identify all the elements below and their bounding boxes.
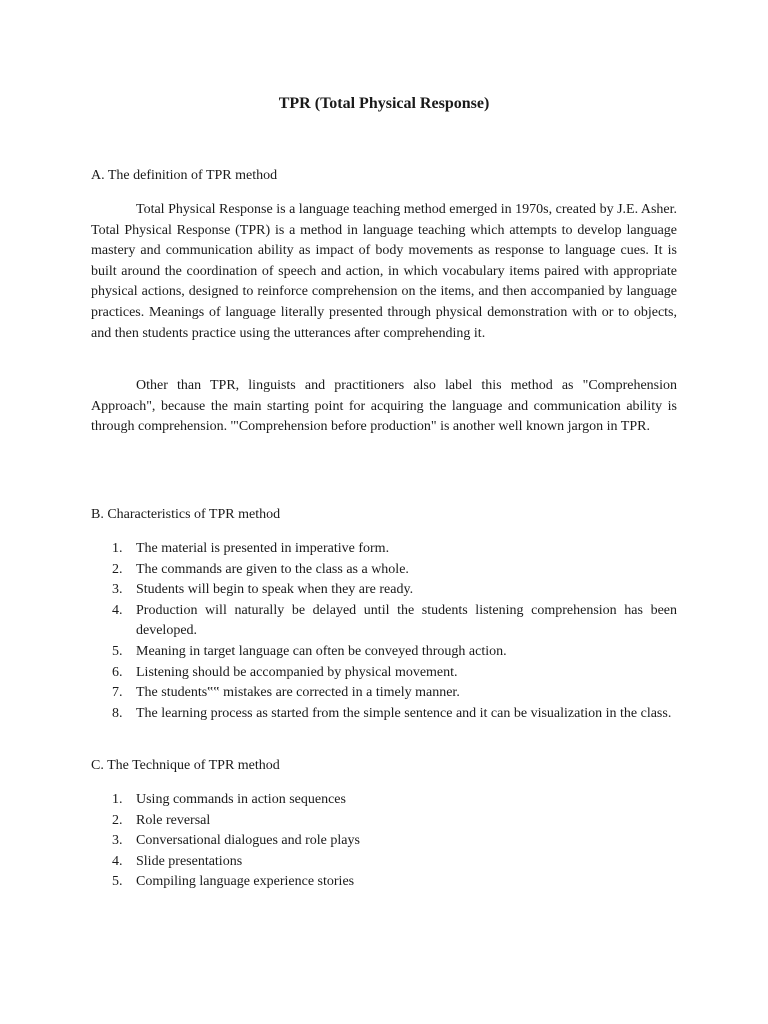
list-item <box>91 560 677 581</box>
list-item <box>91 539 677 560</box>
list-item-text: The commands are given to the class as a whole. <box>136 561 409 577</box>
list-item <box>91 852 677 873</box>
list-item-text: Using commands in action sequences <box>136 792 346 807</box>
section-b-heading: B. Characteristics of TPR method <box>91 507 281 522</box>
list-item-number: 3. <box>112 833 123 849</box>
list-item-text: Conversational dialogues and role plays <box>136 833 360 849</box>
list-item-text: Listening should be accompanied by physical movement. <box>136 664 458 680</box>
list-item-number: 4. <box>112 853 123 869</box>
list-item-text: Slide presentations <box>136 853 243 869</box>
list-item <box>91 831 677 852</box>
list-item-number: 5. <box>112 643 123 659</box>
list-item <box>91 601 677 642</box>
list-item-text: Role reversal <box>136 812 211 828</box>
list-item-number: 8. <box>112 705 123 721</box>
list-item-number: 1. <box>112 541 123 556</box>
technique-list <box>91 790 677 893</box>
list-item-number: 2. <box>112 812 123 828</box>
list-item-number: 7. <box>112 685 123 701</box>
characteristics-list <box>91 539 677 724</box>
section-a-heading: A. The definition of TPR method <box>91 168 278 183</box>
section-a-paragraph-1: Total Physical Response is a language teaching method emerged in 1970s, created by J.E. Asher. Total Physical Response (TPR) is a method in language teaching which attempts to develop language mastery and communication ability as impact of body movements as response to language cues. It is built around the coordination of speech and action, in which vocabulary items paired with appropriate physical actions, designed to reinforce comprehension on the items, and then accompanied by language practices. Meanings of language literally presented through physical demonstration with or to objects, and then students practice using the utterances after comprehending it. <box>91 202 677 341</box>
list-item <box>91 790 677 811</box>
section-c-heading: C. The Technique of TPR method <box>91 758 280 773</box>
list-item <box>91 704 677 725</box>
list-item <box>91 683 677 704</box>
list-item-number: 2. <box>112 561 123 577</box>
list-item-text: The material is presented in imperative form. <box>136 541 390 556</box>
list-item <box>91 811 677 832</box>
list-item-number: 1. <box>112 792 123 807</box>
list-item-number: 5. <box>112 874 123 890</box>
list-item-text: Meaning in target language can often be conveyed through action. <box>136 643 507 659</box>
list-item <box>91 872 677 893</box>
list-item-text: Students will begin to speak when they are ready. <box>136 582 414 598</box>
list-item-text: Production will naturally be delayed until the students listening comprehension has been developed. <box>136 602 677 639</box>
list-item-number: 6. <box>112 664 123 680</box>
list-item-text: The students‟‟ mistakes are corrected in a timely manner. <box>136 685 460 701</box>
list-item-number: 3. <box>112 582 123 598</box>
list-item <box>91 580 677 601</box>
list-item-text: The learning process as started from the simple sentence and it can be visualization in the class. <box>136 705 672 721</box>
list-item <box>91 642 677 663</box>
list-item-number: 4. <box>112 602 123 618</box>
section-a-paragraph-2: Other than TPR, linguists and practitioners also label this method as "Comprehension Approach", because the main starting point for acquiring the language and communication ability is through comprehension. '"Comprehension before production" is another well known jargon in TPR. <box>91 378 677 435</box>
list-item-text: Compiling language experience stories <box>136 874 355 890</box>
page-title: TPR (Total Physical Response) <box>278 95 490 112</box>
list-item <box>91 663 677 684</box>
